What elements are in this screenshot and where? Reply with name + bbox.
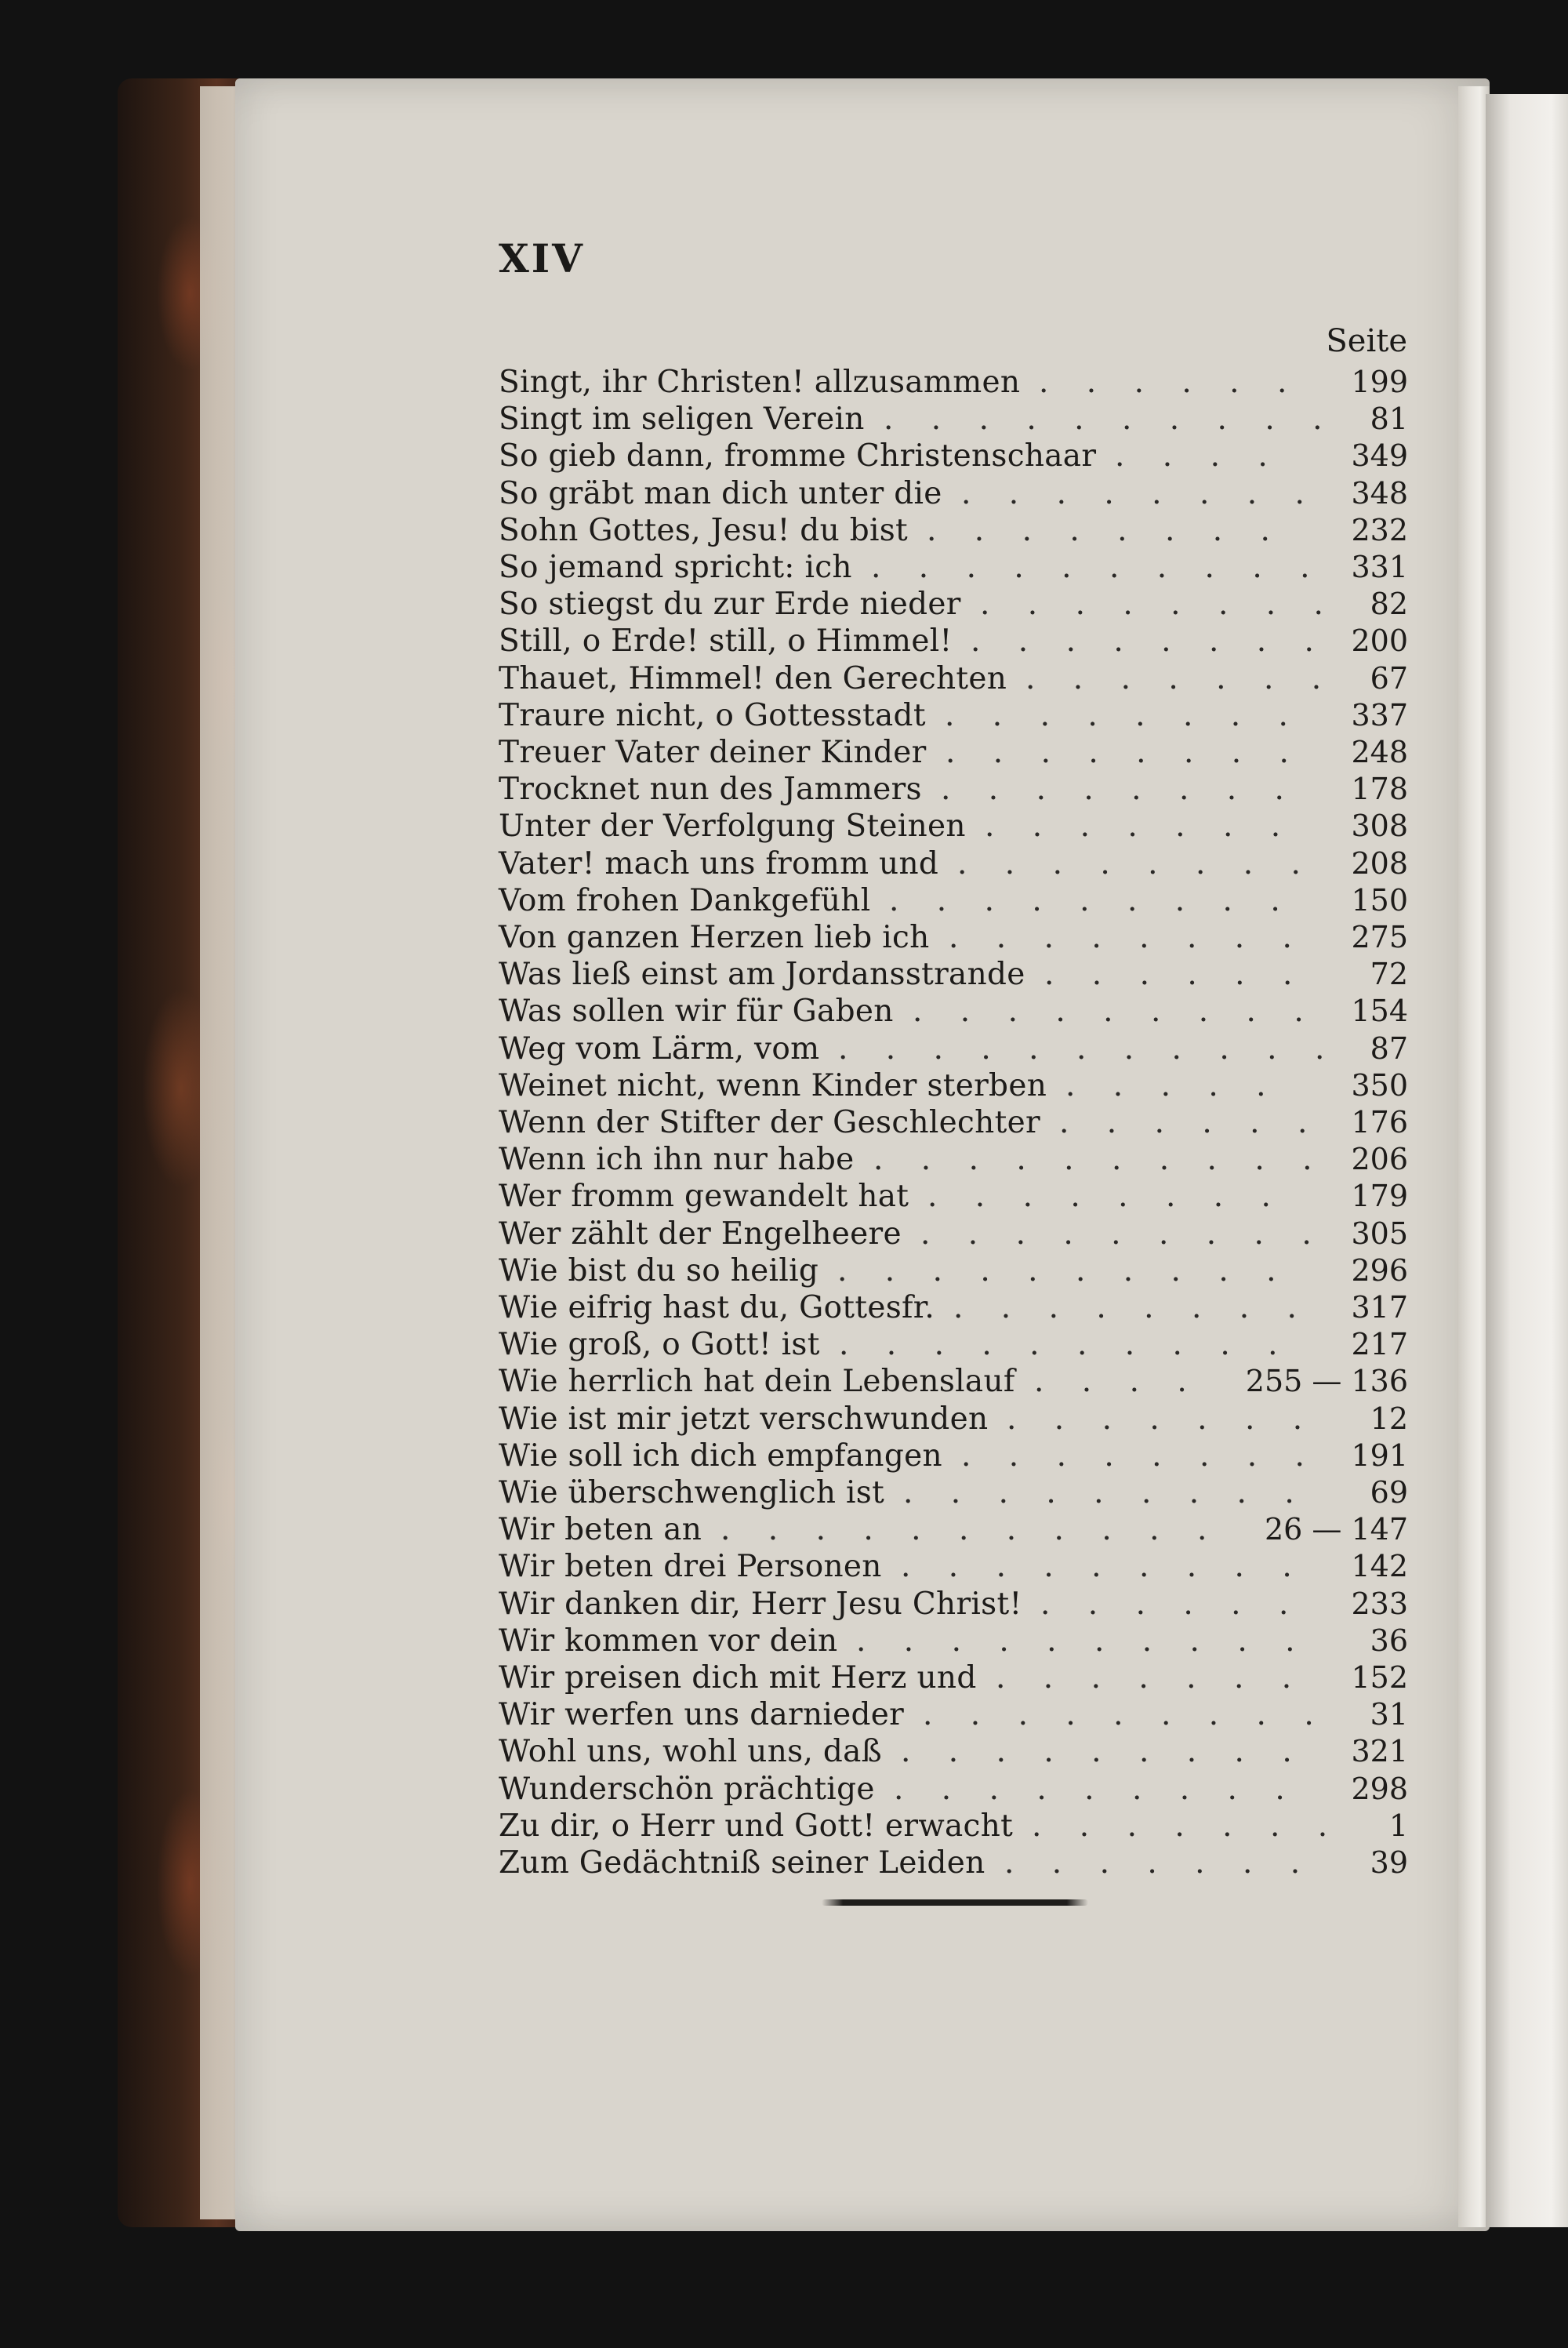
index-entry bbox=[499, 1474, 1408, 1511]
hymn-title: Thauet, Himmel! den Gerechten bbox=[499, 660, 1007, 696]
dot-leader: . . . . . . . . . bbox=[923, 1697, 1328, 1733]
hymn-title: Wer fromm gewandelt hat bbox=[499, 1179, 909, 1215]
dot-leader: . . . . . . . . bbox=[945, 697, 1302, 733]
index-entry bbox=[499, 1178, 1408, 1215]
hymn-title: Wir danken dir, Herr Jesu Christ! bbox=[499, 1586, 1022, 1622]
index-entry bbox=[499, 1808, 1408, 1845]
index-entry bbox=[499, 512, 1408, 549]
hymn-title: Wie eifrig hast du, Gottesfr. bbox=[499, 1290, 935, 1325]
hymn-title: Singt im seligen Verein bbox=[499, 402, 865, 438]
index-entry bbox=[499, 1104, 1408, 1141]
hymn-page-number: 317 bbox=[1351, 1290, 1408, 1325]
page-gutter bbox=[1458, 86, 1490, 2227]
dot-leader: . . . . . . . . . bbox=[913, 994, 1318, 1030]
hymn-page-number: 178 bbox=[1351, 772, 1408, 807]
index-entry bbox=[499, 660, 1408, 697]
hymn-page-number: 232 bbox=[1351, 512, 1408, 547]
dot-leader: . . . . . . bbox=[1059, 1105, 1322, 1140]
hymn-title: Weg vom Lärm, vom bbox=[499, 1030, 820, 1067]
hymn-title: Sohn Gottes, Jesu! du bist bbox=[499, 512, 909, 548]
hymn-page-number: 39 bbox=[1370, 1845, 1408, 1880]
hymn-title: Still, o Erde! still, o Himmel! bbox=[499, 623, 953, 660]
hymn-title: Wunderschön prächtige bbox=[499, 1771, 875, 1807]
hymn-page-number: 152 bbox=[1351, 1660, 1408, 1695]
hymn-page-number: 337 bbox=[1351, 697, 1408, 732]
dot-leader: . . . . . . . . . bbox=[889, 882, 1294, 918]
hymn-page-number: 296 bbox=[1351, 1252, 1408, 1288]
hymn-title: Wie bist du so heilig bbox=[499, 1252, 819, 1288]
hymn-page-number: 67 bbox=[1370, 660, 1408, 696]
index-entry bbox=[499, 1326, 1408, 1363]
dot-leader: . . . . . . . . bbox=[927, 512, 1284, 548]
index-entry bbox=[499, 697, 1408, 734]
dot-leader: . . . . . . . . bbox=[927, 1179, 1285, 1215]
index-entry bbox=[499, 1623, 1408, 1659]
hymn-page-number: 191 bbox=[1351, 1438, 1408, 1473]
dot-leader: . . . . . . . bbox=[1032, 1808, 1342, 1844]
dot-leader: . . . . . bbox=[1065, 1067, 1280, 1103]
hymn-page-number: 305 bbox=[1351, 1216, 1408, 1251]
index-entry bbox=[499, 1067, 1408, 1104]
hymn-page-number: 31 bbox=[1370, 1697, 1408, 1732]
hymn-page-number: 321 bbox=[1351, 1734, 1408, 1769]
hymn-page-number: 206 bbox=[1351, 1142, 1408, 1177]
hymn-page-number: 331 bbox=[1351, 550, 1408, 584]
index-entry bbox=[499, 845, 1408, 882]
hymn-page-number: 248 bbox=[1351, 735, 1408, 769]
hymn-title: Wer zählt der Engelheere bbox=[499, 1216, 902, 1252]
hymn-page-number: 217 bbox=[1351, 1327, 1408, 1362]
index-entry bbox=[499, 771, 1408, 808]
hymn-title: So jemand spricht: ich bbox=[499, 550, 852, 585]
hymn-page-number: 200 bbox=[1351, 623, 1408, 659]
index-entry bbox=[499, 1511, 1408, 1548]
facing-page-edge bbox=[1486, 94, 1568, 2227]
index-entry bbox=[499, 438, 1408, 474]
dot-leader: . . . . . . . bbox=[996, 1660, 1306, 1696]
index-entry bbox=[499, 1030, 1408, 1067]
dot-leader: . . . . . . bbox=[1044, 957, 1307, 993]
hymn-title: So gieb dann, fromme Christenschaar bbox=[499, 438, 1097, 474]
dot-leader: . . . . . . . . bbox=[949, 920, 1306, 955]
dot-leader: . . . . . . bbox=[1039, 365, 1301, 400]
hymn-title: Wir beten an bbox=[499, 1512, 702, 1548]
hymn-page-number: 208 bbox=[1351, 845, 1408, 881]
hymn-title: Was sollen wir für Gaben bbox=[499, 994, 894, 1030]
dot-leader: . . . . . . bbox=[1040, 1586, 1303, 1622]
index-entry bbox=[499, 1733, 1408, 1770]
index-entry bbox=[499, 1548, 1408, 1585]
hymn-title: Wir werfen uns darnieder bbox=[499, 1697, 905, 1733]
hymn-page-number: 154 bbox=[1351, 994, 1408, 1029]
index-entry bbox=[499, 993, 1408, 1030]
hymn-title: Zu dir, o Herr und Gott! erwacht bbox=[499, 1808, 1014, 1844]
hymn-page-number: 72 bbox=[1370, 957, 1408, 992]
dot-leader: . . . . . . . . bbox=[961, 475, 1319, 511]
index-entry bbox=[499, 475, 1408, 512]
hymn-title: Wenn der Stifter der Geschlechter bbox=[499, 1105, 1040, 1140]
hymn-page-number: 233 bbox=[1351, 1586, 1408, 1621]
hymn-title: Wie groß, o Gott! ist bbox=[499, 1327, 820, 1363]
index-entry bbox=[499, 1696, 1408, 1733]
hymn-page-number: 36 bbox=[1370, 1623, 1408, 1658]
index-entry bbox=[499, 1659, 1408, 1696]
end-rule bbox=[822, 1899, 1088, 1906]
hymn-title: So stiegst du zur Erde nieder bbox=[499, 587, 961, 623]
hymn-title: Trocknet nun des Jammers bbox=[499, 772, 922, 808]
hymn-title: Wir beten drei Personen bbox=[499, 1549, 882, 1585]
dot-leader: . . . . . . . bbox=[1007, 1401, 1317, 1437]
page-column-heading: Seite bbox=[1326, 323, 1407, 359]
hymn-page-number: 179 bbox=[1351, 1179, 1408, 1214]
dot-leader: . . . . . . . . . . . bbox=[838, 1030, 1339, 1067]
hymn-title: Von ganzen Herzen lieb ich bbox=[499, 920, 930, 955]
dot-leader: . . . . . . . . bbox=[961, 1438, 1319, 1474]
dot-leader: . . . . . . . . bbox=[941, 772, 1298, 808]
hymn-title: Zum Gedächtniß seiner Leiden bbox=[499, 1845, 985, 1881]
hymn-title: Vom frohen Dankgefühl bbox=[499, 882, 871, 918]
hymn-page-number: 350 bbox=[1351, 1067, 1408, 1103]
index-entry bbox=[499, 1216, 1408, 1252]
index-entry bbox=[499, 623, 1408, 660]
dot-leader: . . . . . . . bbox=[985, 809, 1295, 845]
dot-leader: . . . . . . . . . bbox=[894, 1771, 1299, 1807]
hymn-title: Wir kommen vor dein bbox=[499, 1623, 838, 1659]
hymn-page-number: 82 bbox=[1370, 587, 1408, 622]
index-entry bbox=[499, 1401, 1408, 1438]
hymn-title: Wohl uns, wohl uns, daß bbox=[499, 1734, 883, 1770]
hymn-page-number: 255 — 136 bbox=[1245, 1364, 1408, 1399]
dot-leader: . . . . . . . . . . bbox=[873, 1142, 1327, 1178]
dot-leader: . . . . . . . . bbox=[971, 623, 1328, 660]
index-entry bbox=[499, 401, 1408, 438]
index-entry bbox=[499, 808, 1408, 845]
hymn-page-number: 199 bbox=[1351, 365, 1408, 399]
index-entry bbox=[499, 1438, 1408, 1474]
hymn-title: Wir preisen dich mit Herz und bbox=[499, 1660, 977, 1696]
index-entry bbox=[499, 549, 1408, 586]
dot-leader: . . . . . . . . . . . bbox=[720, 1512, 1221, 1548]
hymn-page-number: 298 bbox=[1351, 1771, 1408, 1806]
dot-leader: . . . . . . . . . bbox=[901, 1549, 1306, 1585]
dot-leader: . . . . . . . . bbox=[957, 845, 1315, 881]
dot-leader: . . . . . . . . . bbox=[903, 1475, 1308, 1510]
index-entry bbox=[499, 586, 1408, 623]
hymn-title: Weinet nicht, wenn Kinder sterben bbox=[499, 1067, 1047, 1103]
hymn-title: Wie ist mir jetzt verschwunden bbox=[499, 1401, 989, 1437]
dot-leader: . . . . . . . . bbox=[980, 587, 1338, 623]
hymn-page-number: 87 bbox=[1370, 1030, 1408, 1066]
hymn-title: So gräbt man dich unter die bbox=[499, 475, 942, 511]
hymn-title: Wie soll ich dich empfangen bbox=[499, 1438, 942, 1474]
dot-leader: . . . . . . . bbox=[1004, 1845, 1315, 1881]
hymn-title: Wie herrlich hat dein Lebenslauf bbox=[499, 1364, 1015, 1400]
hymn-page-number: 349 bbox=[1351, 438, 1408, 474]
hymn-title: Traure nicht, o Gottesstadt bbox=[499, 697, 926, 733]
dot-leader: . . . . . . . . bbox=[946, 735, 1303, 770]
index-entry bbox=[499, 1363, 1408, 1400]
index-entry bbox=[499, 364, 1408, 401]
dot-leader: . . . . bbox=[1115, 438, 1282, 474]
hymn-title: Singt, ihr Christen! allzusammen bbox=[499, 365, 1021, 400]
hymn-title: Unter der Verfolgung Steinen bbox=[499, 809, 966, 845]
index-entry bbox=[499, 1845, 1408, 1881]
dot-leader: . . . . . . . . . . bbox=[837, 1252, 1290, 1288]
hymn-page-number: 150 bbox=[1351, 882, 1408, 918]
dot-leader: . . . . . . . . . bbox=[920, 1216, 1326, 1252]
hymn-page-number: 1 bbox=[1388, 1808, 1408, 1843]
index-entry bbox=[499, 1289, 1408, 1326]
dot-leader: . . . . . . . . . . bbox=[884, 402, 1337, 438]
dot-leader: . . . . . . . . . . bbox=[839, 1327, 1292, 1363]
dot-leader: . . . . . . . . bbox=[953, 1290, 1311, 1325]
hymn-title: Vater! mach uns fromm und bbox=[499, 845, 939, 881]
hymn-page-number: 12 bbox=[1370, 1401, 1408, 1436]
hymn-title: Wenn ich ihn nur habe bbox=[499, 1142, 855, 1178]
hymn-page-number: 26 — 147 bbox=[1264, 1512, 1408, 1547]
hymn-page-number: 308 bbox=[1351, 809, 1408, 844]
hymn-page-number: 275 bbox=[1351, 920, 1408, 954]
hymn-page-number: 348 bbox=[1351, 475, 1408, 511]
index-entry bbox=[499, 1141, 1408, 1178]
index-entry bbox=[499, 919, 1408, 956]
index-entry bbox=[499, 1771, 1408, 1808]
index-entry bbox=[499, 734, 1408, 771]
dot-leader: . . . . . . . bbox=[1025, 660, 1336, 696]
hymn-page-number: 69 bbox=[1370, 1475, 1408, 1510]
hymn-page-number: 142 bbox=[1351, 1549, 1408, 1584]
index-entry bbox=[499, 1586, 1408, 1623]
dot-leader: . . . . . . . . . . bbox=[871, 550, 1324, 585]
index-entry bbox=[499, 882, 1408, 919]
page-number-roman: XIV bbox=[499, 235, 585, 282]
hymn-title: Wie überschwenglich ist bbox=[499, 1475, 885, 1510]
dot-leader: . . . . . . . . . . bbox=[856, 1623, 1309, 1659]
hymn-title: Treuer Vater deiner Kinder bbox=[499, 735, 927, 770]
dot-leader: . . . . . . . . . bbox=[901, 1734, 1306, 1770]
hymn-page-number: 176 bbox=[1351, 1105, 1408, 1139]
dot-leader: . . . . bbox=[1034, 1364, 1201, 1400]
hymn-page-number: 81 bbox=[1370, 402, 1408, 437]
hymn-title: Was ließ einst am Jordansstrande bbox=[499, 957, 1025, 993]
index-entry bbox=[499, 956, 1408, 993]
index-entry bbox=[499, 1252, 1408, 1289]
